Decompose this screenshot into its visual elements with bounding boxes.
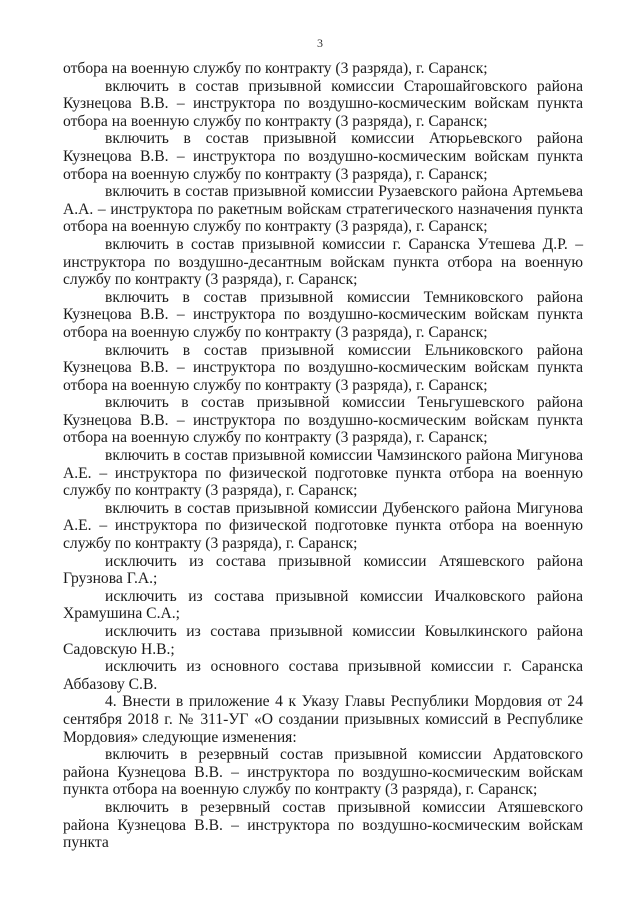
- paragraph-10: включить в состав призывной комиссии Дубенского района Мигунова А.Е. – инструктора по физической подготовке пункта отбора на военную службу по контракту (3 разряда), г. Саранск;: [63, 499, 583, 553]
- paragraph-7: включить в состав призывной комиссии Ельниковского района Кузнецова В.В. – инструктора по воздушно-космическим войскам пункта отбора на военную службу по контракту (3 разряда), г. Саранск;: [63, 341, 583, 394]
- paragraph-17: включить в резервный состав призывной комиссии Атяшевского района Кузнецова В.В. – инструктора по воздушно-космическим войскам пункта: [63, 798, 583, 852]
- paragraph-9: включить в состав призывной комиссии Чамзинского района Мигунова А.Е. – инструктора по физической подготовке пункта отбора на военную службу по контракту (3 разряда), г. Саранск;: [63, 447, 583, 500]
- paragraph-15: 4. Внести в приложение 4 к Указу Главы Республики Мордовия от 24 сентября 2018 г. № 311-УГ «О создании призывных комиссий в Республике Мордовия» следующие изменения:: [63, 693, 583, 746]
- paragraph-8: включить в состав призывной комиссии Теньгушевского района Кузнецова В.В. – инструктора по воздушно-космическим войскам пункта отбора на военную службу по контракту (3 разряда), г. Саранск;: [63, 394, 583, 447]
- paragraph-12: исключить из состава призывной комиссии Ичалковского района Храмушина С.А.;: [63, 587, 583, 623]
- paragraph-14: исключить из основного состава призывной комиссии г. Саранска Аббазову С.В.: [63, 658, 583, 693]
- paragraph-11: исключить из состава призывной комиссии Атяшевского района Грузнова Г.А.;: [63, 552, 583, 588]
- paragraph-5: включить в состав призывной комиссии г. Саранска Утешева Д.Р. – инструктора по воздушно-десантным войскам пункта отбора на военную службу по контракту (3 разряда), г. Саранск;: [63, 235, 583, 289]
- paragraph-4: включить в состав призывной комиссии Рузаевского района Артемьева А.А. – инструктора по ракетным войскам стратегического назначения пункта отбора на военную службу по контракту (3 разряда), г. Саранск;: [63, 183, 583, 236]
- paragraph-2: включить в состав призывной комиссии Старошайговского района Кузнецова В.В. – инструктора по воздушно-космическим войскам пункта отбора на военную службу по контракту (3 разряда), г. Саранск;: [63, 77, 583, 130]
- paragraph-3: включить в состав призывной комиссии Атюрьевского района Кузнецова В.В. – инструктора по воздушно-космическим войскам пункта отбора на военную службу по контракту (3 разряда), г. Саранск;: [63, 130, 583, 183]
- paragraph-16: включить в резервный состав призывной комиссии Ардатовского района Кузнецова В.В. – инструктора по воздушно-космическим войскам пункта отбора на военную службу по контракту (3 разряда), г. Саранск;: [63, 746, 583, 799]
- paragraph-1: отбора на военную службу по контракту (3 разряда), г. Саранск;: [63, 60, 488, 77]
- page-number: 3: [317, 36, 323, 50]
- paragraph-6: включить в состав призывной комиссии Темниковского района Кузнецова В.В. – инструктора по воздушно-космическим войскам пункта отбора на военную службу по контракту (3 разряда), г. Саранск;: [63, 288, 583, 341]
- document-body: [63, 60, 583, 852]
- paragraph-13: исключить из состава призывной комиссии Ковылкинского района Садовскую Н.В.;: [63, 623, 583, 658]
